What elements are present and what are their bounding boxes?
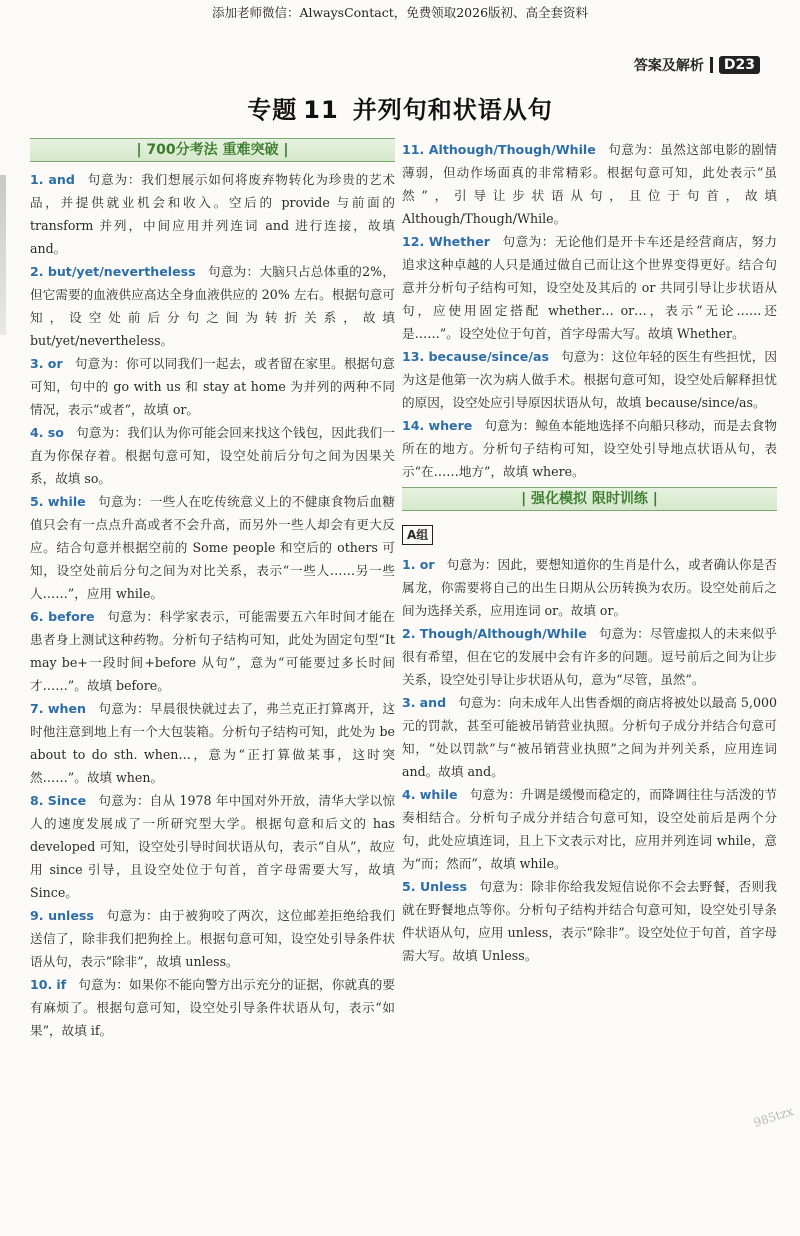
- answer-item: [402, 622, 777, 691]
- item-number: 6.: [30, 609, 44, 624]
- item-explanation: 句意为：这位年轻的医生有些担忧，因为这是他第一次为病人做手术。根据句意可知，设空处后解释担忧的原因，设空处应引导原因状语从句，故填 because/since/as。: [402, 349, 777, 410]
- item-number: 5.: [30, 494, 44, 509]
- item-number: 8.: [30, 793, 44, 808]
- item-number: 3.: [402, 695, 416, 710]
- item-answer: because/since/as: [428, 349, 549, 364]
- left-answer-list: [30, 168, 395, 1042]
- title-number: 11: [303, 96, 339, 124]
- item-answer: or: [47, 356, 63, 371]
- answer-item: [30, 421, 395, 490]
- item-answer: so: [47, 425, 64, 440]
- item-number: 3.: [30, 356, 44, 371]
- page-header: [634, 55, 760, 75]
- side-strip: [0, 175, 6, 335]
- item-explanation: 句意为：早晨很快就过去了，弗兰克正打算离开，这时他注意到地上有一个大包装箱。分析句子结构可知，此处为 be about to do sth. when…，意为“正打算做某事，这时突然……”。故填 when。: [30, 701, 395, 785]
- item-number: 14.: [402, 418, 425, 433]
- answer-item: [30, 352, 395, 421]
- item-explanation: 句意为：鲸鱼本能地选择不向船只移动，而是去食物所在的地方。分析句子结构可知，设空处引导地点状语从句，表示“在……地方”，故填 where。: [402, 418, 777, 479]
- answer-item: [30, 973, 395, 1042]
- item-explanation: 句意为：由于被狗咬了两次，这位邮差拒绝给我们送信了，除非我们把狗拴上。根据句意可知，设空处引导条件状语从句，表示“除非”，故填 unless。: [30, 908, 396, 969]
- item-number: 2.: [402, 626, 416, 641]
- page-number: D23: [719, 56, 760, 74]
- item-explanation: 句意为：向未成年人出售香烟的商店将被处以最高 5,000 元的罚款，甚至可能被吊销营业执照。分析句子成分并结合句意可知，“处以罚款”与“被吊销营业执照”之间为并列关系，应用连词 and。故填 and。: [402, 695, 777, 779]
- answer-item: [402, 875, 777, 967]
- item-explanation: 句意为：如果你不能向警方出示充分的证据，你就真的要有麻烦了。根据句意可知，设空处引导条件状语从句，表示“如果”，故填 if。: [30, 977, 395, 1038]
- item-number: 1.: [402, 557, 416, 572]
- item-answer: Though/Although/While: [419, 626, 587, 641]
- item-explanation: 句意为：科学家表示，可能需要五六年时间才能在患者身上测试这种药物。分析句子结构可知，此处为固定句型“It may be+一段时间+before 从句”，意为“可能要过多长时间才……”。故填 before。: [30, 609, 395, 693]
- answer-item: [30, 904, 395, 973]
- watermark: 985tzx: [752, 1104, 796, 1130]
- item-answer: if: [56, 977, 67, 992]
- header-label: 答案及解析: [633, 58, 704, 74]
- item-number: 9.: [30, 908, 44, 923]
- header-divider: [710, 57, 713, 73]
- answer-item: [402, 230, 777, 345]
- item-explanation: 句意为：无论他们是开卡车还是经营商店，努力追求这种卓越的人只是通过做自己而让这个世界变得更好。结合句意并分析句子结构可知，设空处及其后的 or 共同引导让步状语从句，应使用固定搭配 whether… or…，表示“无论……还是……”。设空处位于句首，首字母需大写。故填 Whether。: [402, 234, 777, 341]
- right-answer-list: [402, 138, 777, 483]
- item-answer: Since: [47, 793, 87, 808]
- item-answer: Although/Though/While: [428, 142, 596, 157]
- item-number: 7.: [30, 701, 44, 716]
- left-column: [30, 138, 395, 1042]
- item-number: 13.: [402, 349, 425, 364]
- answer-item: [402, 553, 777, 622]
- item-explanation: 句意为：我们认为你可能会回来找这个钱包，因此我们一直为你保存着。根据句意可知，设空处前后分句之间为因果关系，故填 so。: [30, 425, 396, 486]
- item-explanation: 句意为：除非你给我发短信说你不会去野餐，否则我就在野餐地点等你。分析句子结构并结合句意可知，设空处引导条件状语从句，应用 unless，表示“除非”。设空处位于句首，首字母需大写。故填 Unless。: [402, 879, 777, 963]
- answer-item: [30, 789, 395, 904]
- top-note: 添加老师微信：AlwaysContact，免费领取2026版初、高全套资料: [211, 5, 589, 20]
- answer-item: [30, 260, 395, 352]
- item-answer: or: [419, 557, 435, 572]
- item-explanation: 句意为：自从 1978 年中国对外开放，清华大学以惊人的速度发展成了一所研究型大学。根据句意和后文的 has developed 可知，设空处引导时间状语从句，表示“自从”，故应用 since 引导，且设空处位于句首，首字母需要大写，故填 Since。: [30, 793, 395, 900]
- answer-item: [30, 605, 395, 697]
- answer-item: [402, 783, 777, 875]
- item-answer: unless: [48, 908, 94, 923]
- item-number: 4.: [30, 425, 44, 440]
- page-title: [0, 90, 800, 125]
- item-answer: while: [419, 787, 458, 802]
- item-explanation: 句意为：因此，要想知道你的生肖是什么，或者确认你是否属龙，你需要将自己的出生日期从公历转换为农历。设空处前后之间为选择关系，应用连词 or。故填 or。: [402, 557, 777, 618]
- item-explanation: 句意为：一些人在吃传统意义上的不健康食物后血糖值只会有一点点升高或者不会升高，而另外一些人却会有更大反应。结合句意并根据空前的 Some people 和空后的 others 可知，设空处前后分句之间为对比关系，表示“一些人……另一些人……”，应用 while。: [30, 494, 395, 601]
- answer-item: [402, 138, 777, 230]
- item-answer: where: [428, 418, 473, 433]
- item-number: 1.: [30, 172, 44, 187]
- title-text: 并列句和状语从句: [352, 96, 553, 124]
- item-answer: and: [48, 172, 75, 187]
- answer-item: [30, 168, 395, 260]
- item-number: 11.: [402, 142, 425, 157]
- group-label: A组: [402, 525, 433, 545]
- item-number: 5.: [402, 879, 416, 894]
- answer-item: [30, 490, 395, 605]
- answer-item: [402, 345, 777, 414]
- item-answer: Whether: [428, 234, 490, 249]
- item-explanation: 句意为：你可以同我们一起去，或者留在家里。根据句意可知，句中的 go with us 和 stay at home 为并列的两种不同情况，表示“或者”，故填 or。: [30, 356, 395, 417]
- item-answer: before: [48, 609, 95, 624]
- item-explanation: 句意为：大脑只占总体重的2%，但它需要的血液供应高达全身血液供应的 20% 左右。根据句意可知，设空处前后分句之间为转折关系，故填 but/yet/nevertheless。: [30, 264, 395, 348]
- item-answer: while: [47, 494, 86, 509]
- answer-item: [402, 414, 777, 483]
- item-answer: but/yet/nevertheless: [47, 264, 196, 279]
- item-number: 2.: [30, 264, 44, 279]
- answer-item: [402, 691, 777, 783]
- item-answer: and: [419, 695, 447, 710]
- group-answer-list: [402, 553, 777, 967]
- right-section-banner: | 强化模拟 限时训练 |: [402, 487, 777, 511]
- item-explanation: 句意为：虽然这部电影的剧情薄弱，但动作场面真的非常精彩。根据句意可知，此处表示“虽然”，引导让步状语从句，且位于句首，故填 Although/Though/While。: [402, 142, 777, 226]
- answer-item: [30, 697, 395, 789]
- item-answer: when: [47, 701, 86, 716]
- item-explanation: 句意为：升调是缓慢而稳定的，而降调往往与活泼的节奏相结合。分析句子成分并结合句意可知，设空处前后是两个分句，此处应填连词，且上下文表示对比，应用并列连词 while，意为“而；然而”，故填 while。: [402, 787, 778, 871]
- item-number: 4.: [402, 787, 416, 802]
- item-number: 10.: [30, 977, 53, 992]
- left-section-banner: | 700分考法 重难突破 |: [30, 138, 395, 162]
- title-topic: 专题: [247, 96, 298, 124]
- item-explanation: 句意为：我们想展示如何将废弃物转化为珍贵的艺术品，并提供就业机会和收入。空后的 provide 与前面的 transform 并列，中间应用并列连词 and 进行连接，故填 and。: [30, 172, 395, 256]
- item-number: 12.: [402, 234, 425, 249]
- right-column: [402, 138, 777, 967]
- item-explanation: 句意为：尽管虚拟人的未来似乎很有希望，但在它的发展中会有许多的问题。逗号前后之间为让步关系，设空处引导让步状语从句，意为“尽管，虽然”。: [402, 626, 778, 687]
- item-answer: Unless: [419, 879, 467, 894]
